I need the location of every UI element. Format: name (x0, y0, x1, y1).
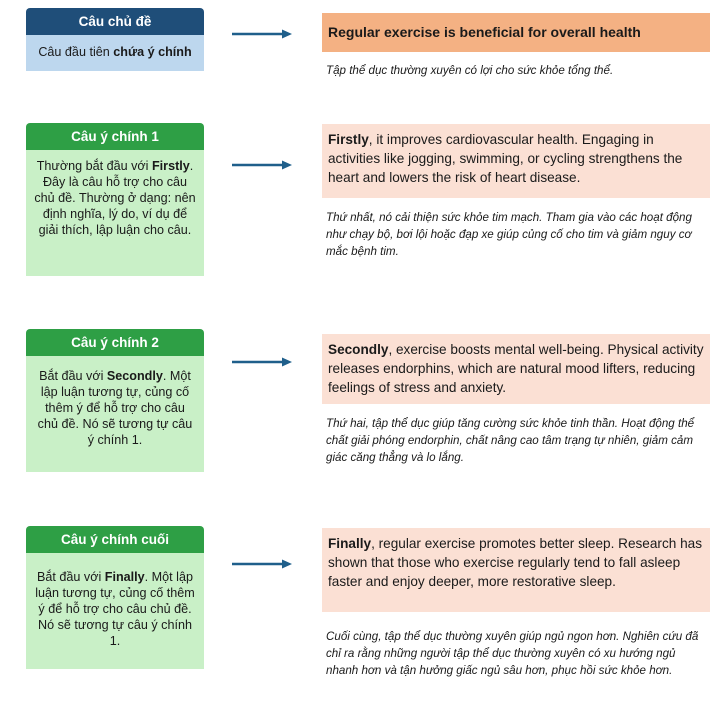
arrow-right-icon (232, 28, 292, 40)
point-2-desc-pre: Bắt đầu với (39, 369, 107, 383)
point-final-desc-post: . Một lập luận tương tự, củng cố thêm ý để hỗ trợ cho câu chủ đề. Nó sẽ tương tự câu ý chính 1. (35, 570, 195, 648)
point-2-desc-post: . Một lập luận tương tự, củng cố thêm ý để hỗ trợ cho câu chủ đề. Nó sẽ tương tự câu ý chính 1. (37, 369, 193, 447)
point-2-desc-bold: Secondly (106, 369, 163, 383)
main-point-final-english (322, 528, 710, 612)
point-final-english-bold: Finally (328, 536, 372, 551)
point-1-english-rest: , it improves cardiovascular health. Engaging in activities like jogging, swimming, or cycling strengthens the heart and lowers the risk of heart disease. (328, 132, 683, 185)
main-point-1-english (322, 124, 710, 198)
main-point-1-vietnamese: Thứ nhất, nó cải thiện sức khỏe tim mạch. Tham gia vào các hoạt động như chạy bộ, bơi lội hoặc đạp xe giúp củng cố cho tim và giảm nguy cơ mắc bệnh tim. (326, 211, 692, 258)
topic-description-text: Câu đầu tiên (38, 45, 114, 59)
main-point-2-description (26, 356, 204, 472)
point-final-english-rest: , regular exercise promotes better sleep. Research has shown that those who exercise regularly tend to fall asleep faster and enjoy deeper, more restorative sleep. (328, 536, 703, 589)
point-2-english-bold: Secondly (328, 342, 389, 357)
topic-sentence-header: Câu chủ đề (26, 8, 204, 35)
arrow-right-icon (232, 558, 292, 570)
main-point-1-description (26, 150, 204, 276)
arrow-right-icon (232, 356, 292, 368)
topic-sentence-description (26, 35, 204, 71)
main-point-final-vietnamese: Cuối cùng, tập thể dục thường xuyên giúp ngủ ngon hơn. Nghiên cứu đã chỉ ra rằng những người tập thể dục thường xuyên có xu hướng ngủ nhanh hơn và tận hưởng giấc ngủ sâu hơn, phục hồi sức khỏe hơn. (326, 630, 699, 677)
main-point-2-box (26, 329, 204, 472)
point-1-desc-pre: Thường bắt đầu với (36, 159, 152, 173)
main-point-2-vietnamese: Thứ hai, tập thể dục giúp tăng cường sức khỏe tinh thần. Hoạt động thể chất giải phóng endorphin, chất nâng cao tâm trạng tự nhiên, giảm cảm giác căng thẳng và lo lắng. (326, 417, 695, 464)
arrow-right-icon (232, 159, 292, 171)
point-1-desc-bold: Firstly (151, 159, 190, 173)
point-final-desc-bold: Finally (104, 570, 145, 584)
topic-sentence-box (26, 8, 204, 71)
topic-english-sentence: Regular exercise is beneficial for overall health (322, 13, 710, 52)
main-point-final-box (26, 526, 204, 669)
point-1-english-bold: Firstly (328, 132, 369, 147)
point-2-english-rest: , exercise boosts mental well-being. Physical activity releases endorphins, which are natural mood lifters, reducing feelings of stress and anxiety. (328, 342, 704, 395)
topic-vietnamese-translation: Tập thể dục thường xuyên có lợi cho sức khỏe tổng thể. (326, 64, 614, 77)
main-point-1-header: Câu ý chính 1 (26, 123, 204, 150)
main-point-final-description (26, 553, 204, 669)
main-point-final-header: Câu ý chính cuối (26, 526, 204, 553)
main-point-2-english (322, 334, 710, 404)
topic-description-bold: chứa ý chính (113, 45, 192, 59)
point-final-desc-pre: Bắt đầu với (37, 570, 105, 584)
point-1-desc-post: . Đây là câu hỗ trợ cho câu chủ đề. Thường ở dạng: nên định nghĩa, lý do, ví dụ để giải thích, lập luận cho câu. (34, 159, 196, 237)
main-point-1-box (26, 123, 204, 276)
main-point-2-header: Câu ý chính 2 (26, 329, 204, 356)
